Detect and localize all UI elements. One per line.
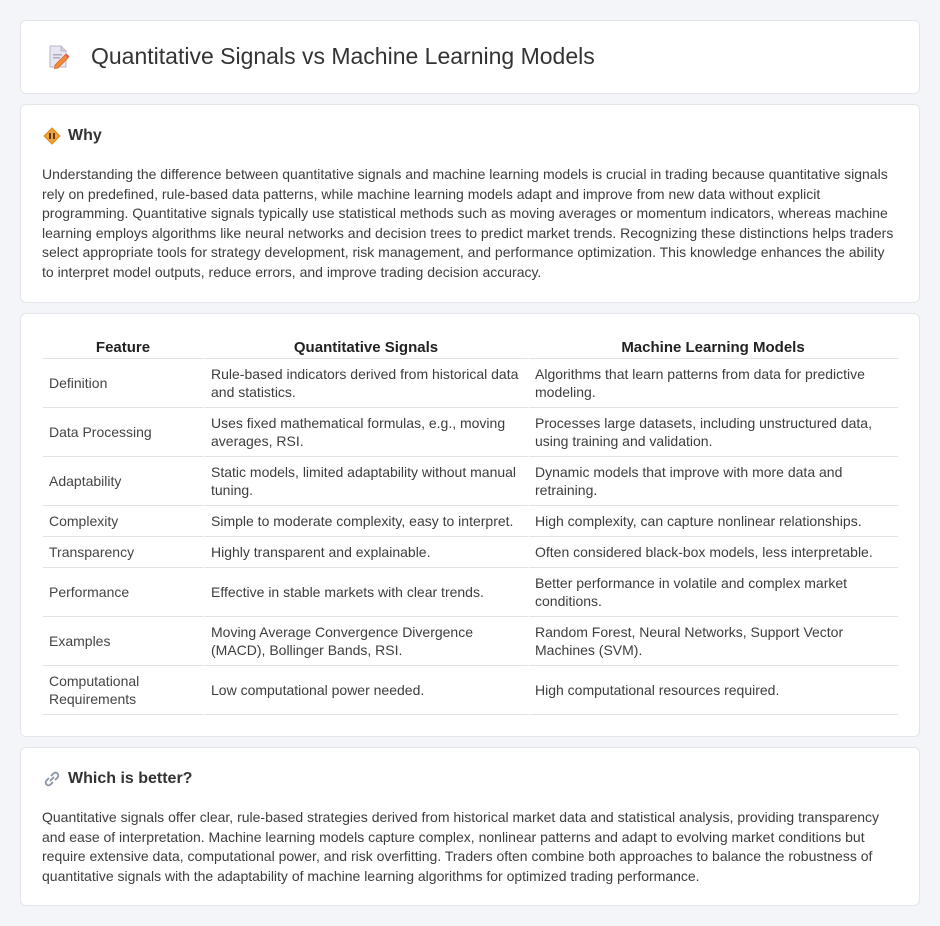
document-pencil-icon	[45, 44, 71, 70]
header-machine-learning-models: Machine Learning Models	[529, 334, 899, 359]
ml-cell: High complexity, can capture nonlinear relationships.	[529, 506, 899, 537]
ml-cell: Often considered black-box models, less interpretable.	[529, 537, 899, 568]
table-row	[43, 457, 899, 506]
table-row	[43, 359, 899, 408]
table-row	[43, 666, 899, 715]
ml-cell: Dynamic models that improve with more data and retraining.	[529, 457, 899, 506]
quant-cell: Effective in stable markets with clear trends.	[205, 568, 529, 617]
better-paragraph: Quantitative signals offer clear, rule-based strategies derived from historical market data and statistical analysis, providing transparency and ease of interpretation. Machine learning models capture complex, nonlinear patterns and adapt to evolving market conditions but require extensive data, computational power, and risk overfitting. Traders often combine both approaches to balance the robustness of quantitative signals with the adaptability of machine learning algorithms for optimized trading performance.	[42, 809, 880, 884]
why-title: Why	[68, 127, 102, 144]
comparison-table	[43, 334, 899, 715]
why-heading	[43, 127, 102, 145]
ml-cell: Algorithms that learn patterns from data for predictive modeling.	[529, 359, 899, 408]
table-row	[43, 408, 899, 457]
why-card	[20, 104, 920, 303]
quant-cell: Moving Average Convergence Divergence (MACD), Bollinger Bands, RSI.	[205, 617, 529, 666]
feature-cell: Examples	[43, 617, 205, 666]
header-feature: Feature	[43, 334, 205, 359]
quant-cell: Rule-based indicators derived from historical data and statistics.	[205, 359, 529, 408]
ml-cell: Random Forest, Neural Networks, Support Vector Machines (SVM).	[529, 617, 899, 666]
table-header-row	[43, 334, 899, 359]
header-quantitative-signals: Quantitative Signals	[205, 334, 529, 359]
page-title: Quantitative Signals vs Machine Learning Models	[91, 43, 595, 69]
better-title: Which is better?	[68, 770, 193, 787]
title-row	[45, 43, 595, 70]
quant-cell: Simple to moderate complexity, easy to interpret.	[205, 506, 529, 537]
quant-cell: Low computational power needed.	[205, 666, 529, 715]
comparison-card	[20, 313, 920, 737]
diamond-sign-icon	[43, 127, 61, 145]
better-heading	[43, 770, 192, 788]
table-row	[43, 568, 899, 617]
ml-cell: Processes large datasets, including unstructured data, using training and validation.	[529, 408, 899, 457]
header-card	[20, 20, 920, 94]
quant-cell: Highly transparent and explainable.	[205, 537, 529, 568]
feature-cell: Data Processing	[43, 408, 205, 457]
link-icon	[43, 770, 61, 788]
feature-cell: Transparency	[43, 537, 205, 568]
table-row	[43, 506, 899, 537]
feature-cell: Complexity	[43, 506, 205, 537]
quant-cell: Uses fixed mathematical formulas, e.g., moving averages, RSI.	[205, 408, 529, 457]
feature-cell: Performance	[43, 568, 205, 617]
feature-cell: Definition	[43, 359, 205, 408]
ml-cell: Better performance in volatile and complex market conditions.	[529, 568, 899, 617]
ml-cell: High computational resources required.	[529, 666, 899, 715]
better-card	[20, 747, 920, 906]
feature-cell: Computational Requirements	[43, 666, 205, 715]
table-row	[43, 537, 899, 568]
feature-cell: Adaptability	[43, 457, 205, 506]
table-row	[43, 617, 899, 666]
quant-cell: Static models, limited adaptability without manual tuning.	[205, 457, 529, 506]
why-paragraph: Understanding the difference between quantitative signals and machine learning models is crucial in trading because quantitative signals rely on predefined, rule-based data patterns, while machine learning models adapt and improve from new data without explicit programming. Quantitative signals typically use statistical methods such as moving averages or momentum indicators, whereas machine learning employs algorithms like neural networks and decision trees to predict market trends. Recognizing these distinctions helps traders select appropriate tools for strategy development, risk management, and performance optimization. This knowledge enhances the ability to interpret model outputs, reduce errors, and improve trading decision accuracy.	[42, 166, 894, 280]
